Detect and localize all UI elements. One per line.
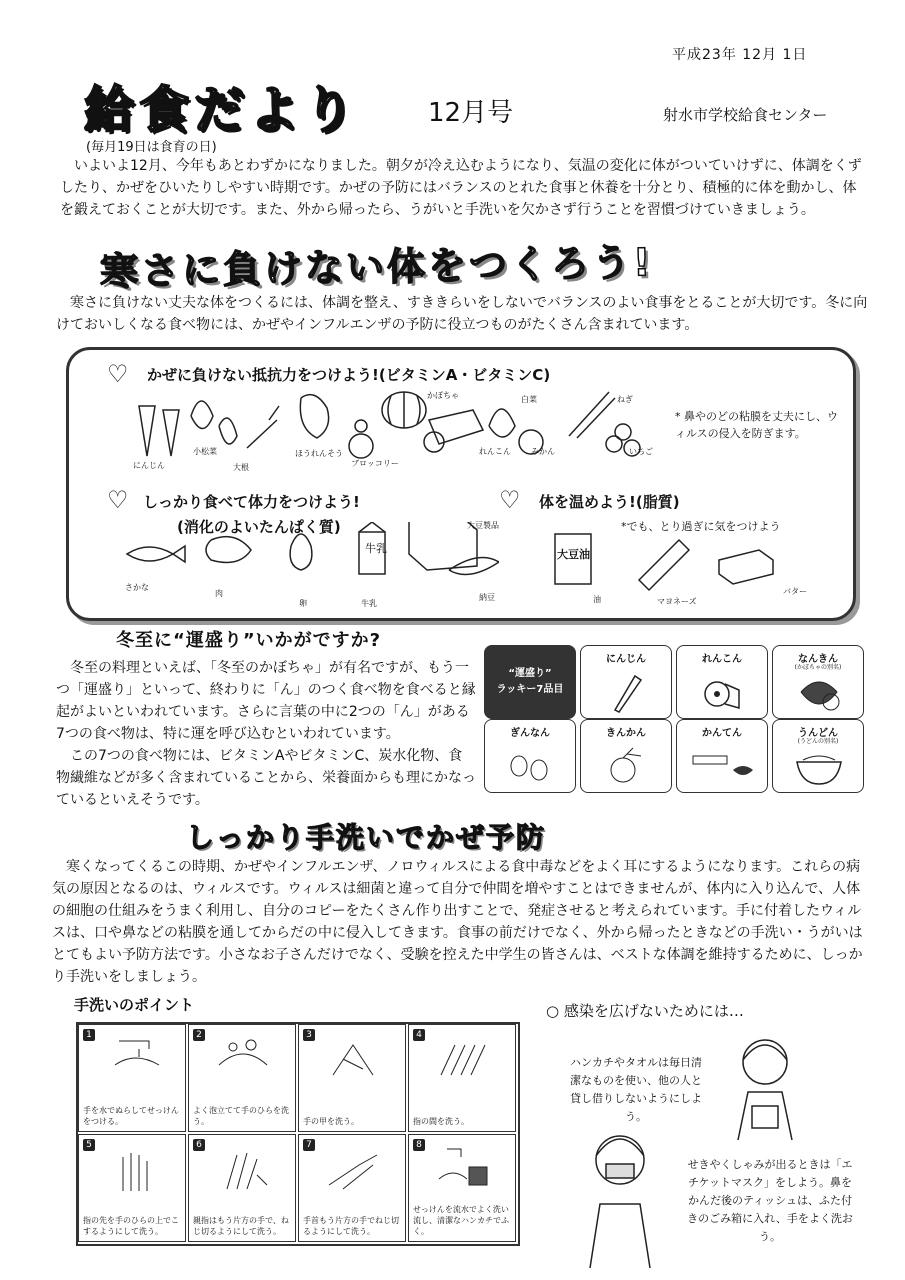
fat-caution-note: *でも、とり過ぎに気をつけよう <box>621 520 781 533</box>
food-label-gyunyu: 牛乳 <box>361 599 377 608</box>
fats-illustration <box>549 530 789 594</box>
warm-body-heading: 体を温めよう!(脂質) <box>539 493 680 511</box>
lucky-item-label: うんどん <box>798 728 838 739</box>
handwash-step <box>298 1134 406 1242</box>
step-caption: よく泡立てて手のひらを洗う。 <box>193 1106 289 1126</box>
lucky-item-ninjin <box>580 645 672 719</box>
food-label-daizu-seihin: 大豆製品 <box>467 521 499 530</box>
faucet-hands-icon <box>109 1035 169 1075</box>
handwash-points-title: 手洗いのポイント <box>74 996 195 1014</box>
handwash-step <box>408 1024 516 1132</box>
heart-icon: ♡ <box>499 486 521 514</box>
food-label-natto: 納豆 <box>479 593 495 602</box>
lucky-item-undon <box>772 719 864 793</box>
handwash-steps-grid <box>76 1022 520 1246</box>
food-label-tamago: 卵 <box>299 599 307 608</box>
lucky-item-sublabel: (かぼちゃの別名) <box>794 664 842 671</box>
handwash-step <box>78 1024 186 1132</box>
food-label-hourensou: ほうれんそう <box>295 449 343 458</box>
cold-resistance-headline: 寒さに負けない体をつくろう! <box>99 240 654 294</box>
infection-prevention-title: ○ 感染を広げないためには… <box>546 1002 744 1020</box>
oil-bottle-label: 大豆油 <box>557 548 590 561</box>
back-of-hand-icon <box>323 1035 383 1085</box>
undomori-title: 冬至に“運盛り”いかがですか? <box>116 630 382 651</box>
heart-icon: ♡ <box>107 360 129 388</box>
pumpkin-icon <box>795 672 843 714</box>
food-label-daikon: 大根 <box>233 463 249 472</box>
food-education-day-note: (毎月19日は食育の日) <box>86 140 217 155</box>
step-number: 7 <box>303 1139 315 1151</box>
handwash-step <box>188 1024 296 1132</box>
issue-date: 平成23年 12月 1日 <box>672 47 808 63</box>
lucky-item-label: かんてん <box>702 728 742 739</box>
step-number: 8 <box>413 1139 425 1151</box>
lucky-item-sublabel: (うどんの別名) <box>797 738 839 745</box>
step-number: 5 <box>83 1139 95 1151</box>
ginkgo-nut-icon <box>505 744 557 788</box>
step-caption: 手を水でぬらしてせっけんをつける。 <box>83 1106 179 1126</box>
step-number: 2 <box>193 1029 205 1041</box>
step-number: 3 <box>303 1029 315 1041</box>
lucky-seven-grid <box>480 641 872 789</box>
rinse-towel-icon <box>433 1145 493 1195</box>
lather-hands-icon <box>213 1035 273 1075</box>
lucky-item-label: なんきん <box>798 654 838 665</box>
wrist-wash-icon <box>323 1145 383 1195</box>
agar-icon <box>691 748 755 784</box>
girl-with-mask-illustration <box>570 1120 670 1270</box>
step-caption: 指の間を洗う。 <box>413 1117 469 1126</box>
handwash-step <box>188 1134 296 1242</box>
resistance-heading: かぜに負けない抵抗力をつけよう!(ビタミンA・ビタミンC) <box>147 366 551 384</box>
food-label-negi: ねぎ <box>617 395 633 404</box>
girl-with-handkerchief-illustration <box>720 1030 810 1140</box>
lucky-seven-header-line1: “運盛り” <box>508 668 552 679</box>
step-number: 6 <box>193 1139 205 1151</box>
udon-bowl-icon <box>793 748 845 788</box>
step-caption: 手首もう片方の手でねじ切るようにして洗う。 <box>303 1216 399 1236</box>
heart-icon: ♡ <box>107 486 129 514</box>
mucous-membrane-note: * 鼻やのどの粘膜を丈夫にし、ウィルスの侵入を防ぎます。 <box>675 410 838 440</box>
lucky-seven-header <box>484 645 576 719</box>
lucky-item-label: にんじん <box>606 654 646 665</box>
lucky-item-kinkan <box>580 719 672 793</box>
food-label-sakana: さかな <box>125 583 149 592</box>
protein-foods-illustration <box>119 522 499 596</box>
lucky-item-label: れんこん <box>702 654 742 665</box>
food-label-renkon: れんこん <box>479 447 511 456</box>
strength-heading: しっかり食べて体力をつけよう! <box>143 493 360 511</box>
thumb-wash-icon <box>213 1145 273 1195</box>
step-caption: 手の甲を洗う。 <box>303 1117 359 1126</box>
handwashing-paragraph: 寒くなってくるこの時期、かぜやインフルエンザ、ノロウィルスによる食中毒などをよく耳にするようになります。これらの病気の原因となるのは、ウィルスです。ウィルスは細菌と違って自分で仲間を増やすことはできませんが、体内に入り込んで、人体の細胞の仕組みをうまく利用し、自分のコピーをたくさん作り出すことで、発症させると考えられています。手に付着したウィルスは、口や鼻などの粘膜を通してからだの中に侵入してきます。食事の前だけでなく、外から帰ったときなどの手洗い・うがいはとてもよい予防方法です。小さなお子さんだけでなく、受験を控えた中学生の皆さんは、ベストな体調を維持するために、しっかり手洗いをしましょう。 <box>52 859 863 985</box>
cold-resistance-paragraph: 寒さに負けない丈夫な体をつくるには、体調を整え、すききらいをしないでバランスのよい食事をとることが大切です。冬に向けておいしくなる食べ物には、かぜやインフルエンザの予防に役立つものがたくさん含まれています。 <box>56 295 868 333</box>
lucky-item-ginnan <box>484 719 576 793</box>
undomori-paragraph <box>56 657 476 811</box>
fingertips-icon <box>103 1145 163 1195</box>
food-label-butter: バター <box>783 587 807 596</box>
step-caption: 指の先を手のひらの上でこするようにして洗う。 <box>83 1216 179 1236</box>
handwashing-headline: しっかり手洗いでかぜ予防 <box>186 821 547 854</box>
lucky-seven-header-line2: ラッキー7品目 <box>496 684 564 695</box>
handkerchief-advice: ハンカチやタオルは毎日清潔なものを使い、他の人と貸し借りしないようにしよう。 <box>570 1056 702 1123</box>
between-fingers-icon <box>433 1035 493 1085</box>
food-label-ninjin: にんじん <box>133 461 165 470</box>
food-label-mikan: みかん <box>531 447 555 456</box>
milk-carton-label: 牛乳 <box>365 542 387 555</box>
issue-label: 12月号 <box>428 98 514 128</box>
undomori-paragraph-2: この7つの食べ物には、ビタミンAやビタミンC、炭水化物、食物繊維などが多く含まれていることから、栄養面からも理にかなっているといえそうです。 <box>56 748 476 808</box>
food-label-kabocha: かぼちゃ <box>427 391 459 400</box>
food-label-abura: 油 <box>593 595 601 604</box>
step-caption: 親指はもう片方の手で、ねじ切るようにして洗う。 <box>193 1216 289 1236</box>
lucky-item-label: きんかん <box>606 728 646 739</box>
lucky-item-nankin <box>772 645 864 719</box>
lucky-item-kanten <box>676 719 768 793</box>
handwash-step <box>298 1024 406 1132</box>
step-number: 1 <box>83 1029 95 1041</box>
carrot-icon <box>607 666 647 714</box>
etiquette-mask-advice: せきやくしゃみが出るときは「エチケットマスク」をしよう。鼻をかんだ後のティッシュは、ふた付きのごみ箱に入れ、手をよく洗おう。 <box>687 1158 853 1243</box>
food-label-mayonnaise: マヨネーズ <box>657 597 697 606</box>
step-caption: せっけんを流水でよく洗い流し、清潔なハンカチでふく。 <box>413 1205 509 1236</box>
step-number: 4 <box>413 1029 425 1041</box>
strength-subheading: (消化のよいたんぱく質) <box>177 518 341 536</box>
food-label-niku: 肉 <box>215 589 223 598</box>
food-label-komatsuna: 小松菜 <box>193 447 217 456</box>
handwash-step <box>408 1134 516 1242</box>
newsletter-title: 給食だより <box>84 81 359 139</box>
undomori-paragraph-1: 冬至の料理といえば、「冬至のかぼちゃ」が有名ですが、もう一つ「運盛り」といって、終わりに「ん」のつく食べ物を食べると縁起がよいといわれています。さらに言葉の中に2つの「ん」がある7つの食べ物は、特に運を呼び込むといわれています。 <box>56 660 476 742</box>
intro-paragraph: いよいよ12月、今年もあとわずかになりました。朝夕が冷え込むようになり、気温の変化に体がついていけずに、体調をくずしたり、かぜをひいたりしやすい時期です。かぜの予防にはバランスのとれた食事と休養を十分とり、積極的に体を動かし、体を鍛えておくことが大切です。また、外から帰ったら、うがいと手洗いを欠かさず行うことを習慣づけていきましょう。 <box>60 158 862 218</box>
organization-name: 射水市学校給食センター <box>663 106 828 124</box>
nutrition-box <box>66 347 856 621</box>
food-label-broccoli: ブロッコリー <box>351 459 399 468</box>
lotus-root-icon <box>701 666 745 714</box>
kumquat-icon <box>603 742 651 788</box>
food-label-ichigo: いちご <box>629 447 653 456</box>
food-label-hakusai: 白菜 <box>521 395 537 404</box>
lucky-item-renkon <box>676 645 768 719</box>
handwash-step <box>78 1134 186 1242</box>
lucky-item-label: ぎんなん <box>510 728 550 739</box>
